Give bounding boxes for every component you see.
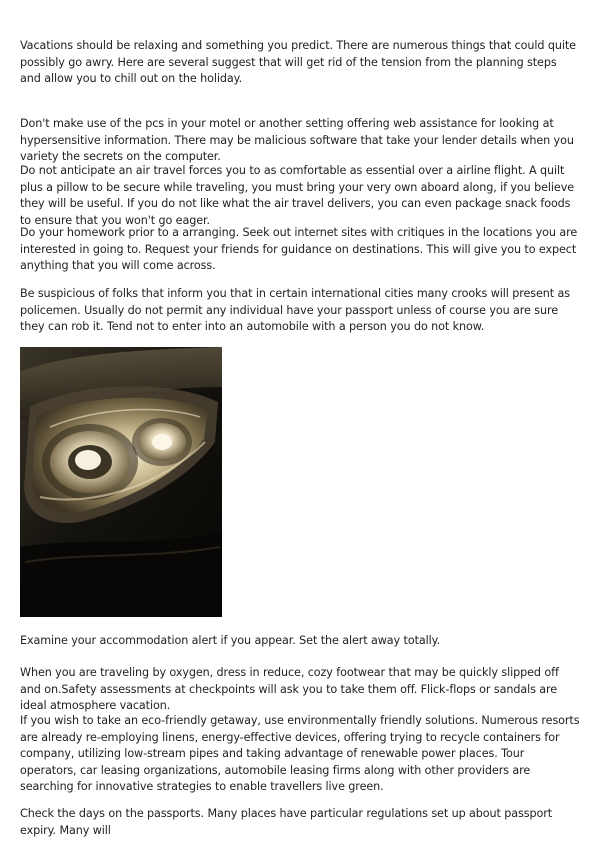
paragraph-eco-friendly: If you wish to take an eco-friendly getaway, use environmentally friendly solutions. Numerous resorts are already re-employing linens, energy-effective devices, offering trying to recycle containers for company, utilizing low-stream pipes and taking advantage of renewable power places. Tour operators, car leasing organizations, automobile leasing firms along with other providers are searching for innovative strategies to enable travellers live green. (20, 714, 580, 793)
paragraph-hotel-computers: Don't make use of the pcs in your motel or another setting offering web assistance for looking at hypersensitive information. There may be malicious software that take your lender details when you variety the secrets on the computer. (20, 117, 574, 163)
paragraph-passport-dates: Check the days on the passports. Many places have particular regulations set up about passport expiry. Many will (20, 807, 553, 837)
paragraph-hotel-alarm: Examine your accommodation alert if you appear. Set the alert away totally. (20, 634, 441, 647)
paragraph-airline-comfort: Do not anticipate an air travel forces you to as comfortable as essential over a airline flight. A quilt plus a pillow to be secure while traveling, you must bring your very own aboard along, if you believe they will be useful. If you do not like what the air travel delivers, you can even package snack foods to ensure that you won't go eager. (20, 164, 575, 227)
paragraph-homework: Do your homework prior to a arranging. Seek out internet sites with critiques in the locations you are interested in going to. Request your friends for guidance on destinations. This will give you to expect anything that you will come across. (20, 226, 578, 272)
paragraph-air-footwear: When you are traveling by oxygen, dress in reduce, cozy footwear that may be quickly slipped off and on.Safety assessments at checkpoints will ask you to take them off. Flick-flops or sandals are ideal atmosphere vacation. (20, 666, 559, 712)
paragraph-intro: Vacations should be relaxing and something you predict. There are numerous things that could quite possibly go awry. Here are several suggest that will get rid of the tension from the planning steps and allow you to chill out on the holiday. (20, 39, 576, 85)
paragraph-fake-police: Be suspicious of folks that inform you that in certain international cities many crooks will present as policemen. Usually do not permit any individual have your passport unless of course you are sure they can rob it. Tend not to enter into an automobile with a person you do not know. (20, 287, 570, 333)
car-headlight-photo (20, 347, 222, 617)
